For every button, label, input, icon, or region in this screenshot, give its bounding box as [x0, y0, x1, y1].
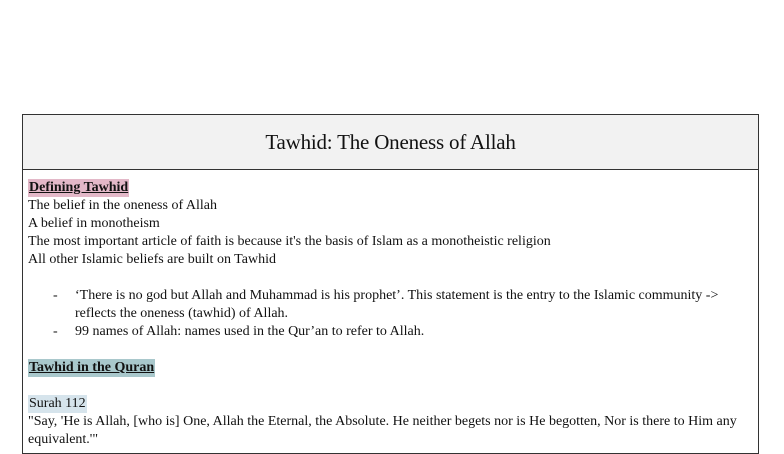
document-box — [22, 114, 759, 454]
bullet-text: 99 names of Allah: names used in the Qur’an to refer to Allah. — [75, 324, 425, 339]
surah-label: Surah 112 — [29, 396, 86, 411]
text-line: A belief in monotheism — [28, 216, 160, 231]
text-line: The belief in the oneness of Allah — [28, 198, 217, 213]
quran-quote: "Say, 'He is Allah, [who is] One, Allah the Eternal, the Absolute. He neither begets nor is He begotten, Nor is there to Him any equivalent.'" — [28, 414, 737, 447]
section-heading-tawhid-in-quran: Tawhid in the Quran — [29, 360, 155, 375]
document-title: Tawhid: The Oneness of Allah — [265, 129, 516, 154]
title-bar — [23, 115, 758, 170]
bullet-list — [28, 287, 753, 341]
bullet-dash: - — [53, 288, 58, 303]
document-content — [23, 170, 758, 449]
text-line: The most important article of faith is because it's the basis of Islam as a monotheistic religion — [28, 234, 551, 249]
text-line: All other Islamic beliefs are built on Tawhid — [28, 252, 276, 267]
spacer — [28, 377, 753, 395]
bullet-item — [53, 323, 753, 341]
spacer — [28, 341, 753, 359]
bullet-text: ‘There is no god but Allah and Muhammad is his prophet’. This statement is the entry to the Islamic community -> reflects the oneness (tawhid) of Allah. — [75, 288, 719, 321]
section-heading-defining-tawhid: Defining Tawhid — [29, 180, 129, 195]
bullet-dash: - — [53, 324, 58, 339]
spacer — [28, 269, 753, 287]
bullet-item — [53, 287, 753, 323]
